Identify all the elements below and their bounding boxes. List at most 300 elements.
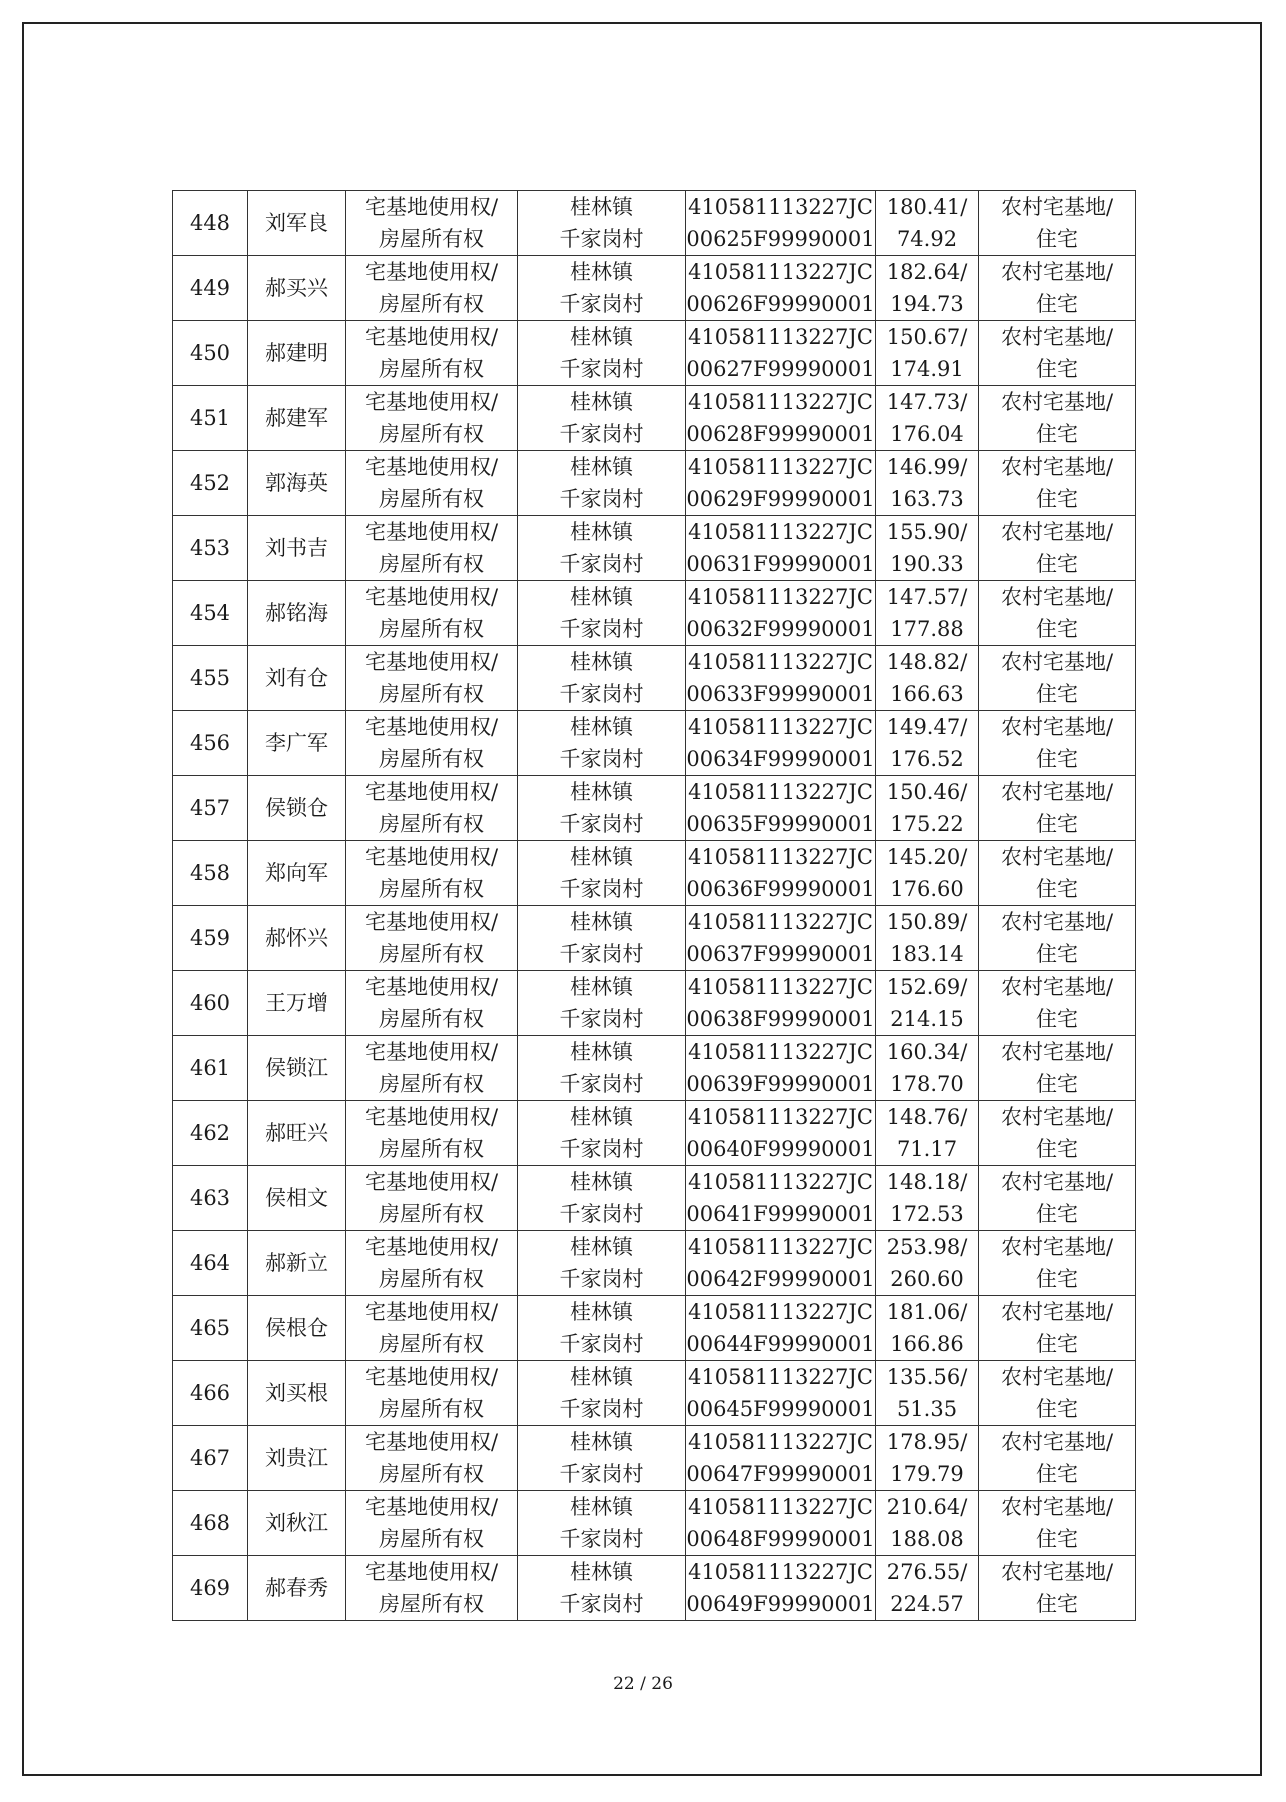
unit-code-line2: 00634F99990001 — [686, 747, 875, 771]
usage-line2: 住宅 — [1036, 357, 1078, 381]
unit-code-line1: 410581113227JC — [688, 1365, 873, 1389]
usage-line2: 住宅 — [1036, 1332, 1078, 1356]
cell-right-type — [346, 386, 518, 451]
unit-code-line2: 00647F99990001 — [686, 1462, 875, 1486]
cell-unit-code — [686, 386, 876, 451]
usage-line2: 住宅 — [1036, 1462, 1078, 1486]
usage-line2: 住宅 — [1036, 812, 1078, 836]
location-village: 千家岗村 — [559, 1462, 644, 1486]
cell-right-type — [346, 321, 518, 386]
cell-location — [518, 191, 686, 256]
right-type-line1: 宅基地使用权/ — [364, 715, 499, 739]
cell-owner-name: 李广军 — [248, 711, 346, 776]
usage-line1: 农村宅基地/ — [1000, 845, 1114, 869]
cell-area — [876, 581, 979, 646]
location-village: 千家岗村 — [559, 292, 644, 316]
cell-owner-name: 侯根仓 — [248, 1296, 346, 1361]
unit-code-line1: 410581113227JC — [688, 585, 873, 609]
unit-code-line1: 410581113227JC — [688, 1495, 873, 1519]
cell-right-type — [346, 516, 518, 581]
area-line1: 253.98/ — [886, 1235, 968, 1259]
cell-location — [518, 841, 686, 906]
right-type-line1: 宅基地使用权/ — [364, 1430, 499, 1454]
cell-serial-number: 448 — [173, 191, 248, 256]
cell-area — [876, 256, 979, 321]
area-line2: 177.88 — [890, 617, 964, 641]
cell-location — [518, 1231, 686, 1296]
table-row — [173, 581, 1136, 646]
cell-serial-number: 466 — [173, 1361, 248, 1426]
cell-owner-name: 郝建军 — [248, 386, 346, 451]
location-village: 千家岗村 — [559, 747, 644, 771]
area-line1: 147.57/ — [886, 585, 968, 609]
area-line2: 224.57 — [890, 1592, 964, 1616]
cell-unit-code — [686, 516, 876, 581]
unit-code-line1: 410581113227JC — [688, 325, 873, 349]
right-type-line2: 房屋所有权 — [379, 747, 484, 771]
unit-code-line1: 410581113227JC — [688, 520, 873, 544]
cell-owner-name: 郝旺兴 — [248, 1101, 346, 1166]
cell-usage — [979, 1231, 1136, 1296]
cell-area — [876, 971, 979, 1036]
cell-serial-number: 452 — [173, 451, 248, 516]
table-row — [173, 256, 1136, 321]
cell-usage — [979, 516, 1136, 581]
unit-code-line2: 00633F99990001 — [686, 682, 875, 706]
cell-usage — [979, 1036, 1136, 1101]
location-village: 千家岗村 — [559, 1592, 644, 1616]
area-line2: 71.17 — [896, 1137, 958, 1161]
cell-usage — [979, 776, 1136, 841]
location-town: 桂林镇 — [570, 520, 633, 544]
cell-usage — [979, 256, 1136, 321]
cell-unit-code — [686, 451, 876, 516]
cell-usage — [979, 1491, 1136, 1556]
table-row — [173, 321, 1136, 386]
cell-unit-code — [686, 1556, 876, 1621]
cell-area — [876, 1296, 979, 1361]
cell-area — [876, 451, 979, 516]
cell-serial-number: 455 — [173, 646, 248, 711]
right-type-line2: 房屋所有权 — [379, 1202, 484, 1226]
cell-serial-number: 460 — [173, 971, 248, 1036]
usage-line2: 住宅 — [1036, 552, 1078, 576]
cell-unit-code — [686, 256, 876, 321]
cell-serial-number: 458 — [173, 841, 248, 906]
location-town: 桂林镇 — [570, 1560, 633, 1584]
usage-line1: 农村宅基地/ — [1000, 195, 1114, 219]
usage-line1: 农村宅基地/ — [1000, 390, 1114, 414]
cell-usage — [979, 1361, 1136, 1426]
table-row — [173, 841, 1136, 906]
cell-right-type — [346, 971, 518, 1036]
right-type-line1: 宅基地使用权/ — [364, 1560, 499, 1584]
cell-location — [518, 516, 686, 581]
area-line2: 260.60 — [890, 1267, 964, 1291]
unit-code-line1: 410581113227JC — [688, 975, 873, 999]
cell-unit-code — [686, 321, 876, 386]
table-row — [173, 776, 1136, 841]
unit-code-line2: 00632F99990001 — [686, 617, 875, 641]
table-row — [173, 451, 1136, 516]
area-line1: 210.64/ — [886, 1495, 968, 1519]
area-line1: 182.64/ — [886, 260, 968, 284]
cell-serial-number: 449 — [173, 256, 248, 321]
table-row — [173, 1426, 1136, 1491]
cell-unit-code — [686, 1426, 876, 1491]
unit-code-line1: 410581113227JC — [688, 1430, 873, 1454]
cell-area — [876, 1361, 979, 1426]
area-line2: 190.33 — [890, 552, 964, 576]
usage-line1: 农村宅基地/ — [1000, 1560, 1114, 1584]
location-village: 千家岗村 — [559, 1072, 644, 1096]
unit-code-line1: 410581113227JC — [688, 390, 873, 414]
area-line1: 150.89/ — [886, 910, 968, 934]
table-row — [173, 1036, 1136, 1101]
usage-line2: 住宅 — [1036, 617, 1078, 641]
location-town: 桂林镇 — [570, 1235, 633, 1259]
usage-line1: 农村宅基地/ — [1000, 1040, 1114, 1064]
cell-location — [518, 646, 686, 711]
cell-usage — [979, 1296, 1136, 1361]
usage-line1: 农村宅基地/ — [1000, 520, 1114, 544]
usage-line2: 住宅 — [1036, 1592, 1078, 1616]
table-row — [173, 1296, 1136, 1361]
location-town: 桂林镇 — [570, 325, 633, 349]
location-village: 千家岗村 — [559, 487, 644, 511]
cell-area — [876, 906, 979, 971]
cell-area — [876, 1036, 979, 1101]
cell-location — [518, 971, 686, 1036]
right-type-line1: 宅基地使用权/ — [364, 1300, 499, 1324]
cell-owner-name: 刘秋江 — [248, 1491, 346, 1556]
location-town: 桂林镇 — [570, 455, 633, 479]
cell-area — [876, 1231, 979, 1296]
cell-unit-code — [686, 581, 876, 646]
cell-area — [876, 191, 979, 256]
usage-line1: 农村宅基地/ — [1000, 1170, 1114, 1194]
unit-code-line2: 00625F99990001 — [686, 227, 875, 251]
usage-line2: 住宅 — [1036, 682, 1078, 706]
area-line2: 166.63 — [890, 682, 964, 706]
right-type-line2: 房屋所有权 — [379, 1267, 484, 1291]
usage-line2: 住宅 — [1036, 292, 1078, 316]
cell-unit-code — [686, 1361, 876, 1426]
cell-serial-number: 457 — [173, 776, 248, 841]
area-line1: 146.99/ — [886, 455, 968, 479]
cell-unit-code — [686, 1166, 876, 1231]
unit-code-line2: 00645F99990001 — [686, 1397, 875, 1421]
area-line2: 174.91 — [890, 357, 964, 381]
usage-line2: 住宅 — [1036, 1137, 1078, 1161]
cell-serial-number: 450 — [173, 321, 248, 386]
usage-line2: 住宅 — [1036, 227, 1078, 251]
unit-code-line1: 410581113227JC — [688, 455, 873, 479]
location-town: 桂林镇 — [570, 650, 633, 674]
right-type-line2: 房屋所有权 — [379, 227, 484, 251]
cell-usage — [979, 321, 1136, 386]
table-row — [173, 1491, 1136, 1556]
cell-right-type — [346, 1231, 518, 1296]
unit-code-line1: 410581113227JC — [688, 1235, 873, 1259]
cell-serial-number: 451 — [173, 386, 248, 451]
right-type-line2: 房屋所有权 — [379, 552, 484, 576]
area-line1: 148.82/ — [886, 650, 968, 674]
location-town: 桂林镇 — [570, 975, 633, 999]
cell-unit-code — [686, 1036, 876, 1101]
cell-location — [518, 386, 686, 451]
right-type-line2: 房屋所有权 — [379, 812, 484, 836]
usage-line1: 农村宅基地/ — [1000, 1430, 1114, 1454]
cell-owner-name: 侯相文 — [248, 1166, 346, 1231]
right-type-line1: 宅基地使用权/ — [364, 1365, 499, 1389]
usage-line1: 农村宅基地/ — [1000, 650, 1114, 674]
table-row — [173, 646, 1136, 711]
cell-unit-code — [686, 906, 876, 971]
cell-serial-number: 454 — [173, 581, 248, 646]
usage-line2: 住宅 — [1036, 1397, 1078, 1421]
cell-owner-name: 侯锁仓 — [248, 776, 346, 841]
usage-line2: 住宅 — [1036, 747, 1078, 771]
right-type-line2: 房屋所有权 — [379, 617, 484, 641]
location-village: 千家岗村 — [559, 1332, 644, 1356]
cell-area — [876, 776, 979, 841]
cell-right-type — [346, 1036, 518, 1101]
area-line2: 176.52 — [890, 747, 964, 771]
location-village: 千家岗村 — [559, 1397, 644, 1421]
cell-location — [518, 1296, 686, 1361]
right-type-line1: 宅基地使用权/ — [364, 780, 499, 804]
right-type-line2: 房屋所有权 — [379, 1462, 484, 1486]
cell-right-type — [346, 191, 518, 256]
right-type-line2: 房屋所有权 — [379, 1527, 484, 1551]
usage-line1: 农村宅基地/ — [1000, 455, 1114, 479]
table-row — [173, 1231, 1136, 1296]
usage-line1: 农村宅基地/ — [1000, 1300, 1114, 1324]
unit-code-line2: 00639F99990001 — [686, 1072, 875, 1096]
table-row — [173, 1166, 1136, 1231]
area-line2: 176.60 — [890, 877, 964, 901]
cell-unit-code — [686, 711, 876, 776]
location-village: 千家岗村 — [559, 1527, 644, 1551]
unit-code-line1: 410581113227JC — [688, 260, 873, 284]
cell-location — [518, 1426, 686, 1491]
area-line1: 147.73/ — [886, 390, 968, 414]
unit-code-line2: 00648F99990001 — [686, 1527, 875, 1551]
unit-code-line1: 410581113227JC — [688, 1170, 873, 1194]
cell-location — [518, 451, 686, 516]
cell-right-type — [346, 451, 518, 516]
cell-unit-code — [686, 1491, 876, 1556]
right-type-line2: 房屋所有权 — [379, 1332, 484, 1356]
cell-right-type — [346, 906, 518, 971]
location-town: 桂林镇 — [570, 1105, 633, 1129]
cell-location — [518, 1101, 686, 1166]
area-line1: 145.20/ — [886, 845, 968, 869]
location-village: 千家岗村 — [559, 1137, 644, 1161]
cell-right-type — [346, 711, 518, 776]
usage-line1: 农村宅基地/ — [1000, 715, 1114, 739]
cell-usage — [979, 1556, 1136, 1621]
area-line2: 188.08 — [890, 1527, 964, 1551]
right-type-line1: 宅基地使用权/ — [364, 1495, 499, 1519]
cell-location — [518, 581, 686, 646]
location-village: 千家岗村 — [559, 357, 644, 381]
unit-code-line1: 410581113227JC — [688, 780, 873, 804]
right-type-line2: 房屋所有权 — [379, 1007, 484, 1031]
cell-usage — [979, 1166, 1136, 1231]
table-row — [173, 1101, 1136, 1166]
cell-location — [518, 776, 686, 841]
cell-location — [518, 1036, 686, 1101]
location-village: 千家岗村 — [559, 942, 644, 966]
location-village: 千家岗村 — [559, 812, 644, 836]
cell-usage — [979, 386, 1136, 451]
right-type-line2: 房屋所有权 — [379, 487, 484, 511]
cell-owner-name: 郝怀兴 — [248, 906, 346, 971]
table-row — [173, 1361, 1136, 1426]
cell-area — [876, 841, 979, 906]
cell-area — [876, 321, 979, 386]
unit-code-line2: 00638F99990001 — [686, 1007, 875, 1031]
cell-owner-name: 郝铭海 — [248, 581, 346, 646]
area-line1: 149.47/ — [886, 715, 968, 739]
right-type-line1: 宅基地使用权/ — [364, 910, 499, 934]
cell-usage — [979, 711, 1136, 776]
unit-code-line1: 410581113227JC — [688, 715, 873, 739]
location-town: 桂林镇 — [570, 845, 633, 869]
location-village: 千家岗村 — [559, 877, 644, 901]
unit-code-line2: 00649F99990001 — [686, 1592, 875, 1616]
area-line1: 148.76/ — [886, 1105, 968, 1129]
cell-right-type — [346, 1361, 518, 1426]
area-line2: 172.53 — [890, 1202, 964, 1226]
right-type-line1: 宅基地使用权/ — [364, 585, 499, 609]
table-row — [173, 1556, 1136, 1621]
location-village: 千家岗村 — [559, 552, 644, 576]
unit-code-line2: 00631F99990001 — [686, 552, 875, 576]
table-row — [173, 971, 1136, 1036]
unit-code-line1: 410581113227JC — [688, 650, 873, 674]
usage-line2: 住宅 — [1036, 1202, 1078, 1226]
right-type-line2: 房屋所有权 — [379, 682, 484, 706]
unit-code-line1: 410581113227JC — [688, 1105, 873, 1129]
cell-location — [518, 1556, 686, 1621]
table-body — [173, 191, 1136, 1621]
unit-code-line1: 410581113227JC — [688, 1560, 873, 1584]
usage-line1: 农村宅基地/ — [1000, 975, 1114, 999]
location-village: 千家岗村 — [559, 422, 644, 446]
cell-unit-code — [686, 1296, 876, 1361]
area-line2: 214.15 — [890, 1007, 964, 1031]
usage-line1: 农村宅基地/ — [1000, 585, 1114, 609]
area-line1: 135.56/ — [886, 1365, 968, 1389]
table-row — [173, 386, 1136, 451]
cell-unit-code — [686, 1101, 876, 1166]
right-type-line1: 宅基地使用权/ — [364, 1235, 499, 1259]
right-type-line1: 宅基地使用权/ — [364, 1105, 499, 1129]
cell-right-type — [346, 1166, 518, 1231]
cell-location — [518, 1361, 686, 1426]
cell-right-type — [346, 1296, 518, 1361]
area-line1: 178.95/ — [886, 1430, 968, 1454]
area-line2: 183.14 — [890, 942, 964, 966]
cell-unit-code — [686, 841, 876, 906]
cell-owner-name: 刘买根 — [248, 1361, 346, 1426]
cell-owner-name: 侯锁江 — [248, 1036, 346, 1101]
area-line2: 74.92 — [896, 227, 958, 251]
cell-serial-number: 468 — [173, 1491, 248, 1556]
area-line1: 276.55/ — [886, 1560, 968, 1584]
area-line1: 180.41/ — [886, 195, 968, 219]
usage-line1: 农村宅基地/ — [1000, 910, 1114, 934]
right-type-line2: 房屋所有权 — [379, 357, 484, 381]
area-line1: 160.34/ — [886, 1040, 968, 1064]
cell-usage — [979, 841, 1136, 906]
cell-owner-name: 郝新立 — [248, 1231, 346, 1296]
usage-line1: 农村宅基地/ — [1000, 1495, 1114, 1519]
unit-code-line2: 00640F99990001 — [686, 1137, 875, 1161]
area-line1: 181.06/ — [886, 1300, 968, 1324]
cell-location — [518, 1166, 686, 1231]
table-row — [173, 711, 1136, 776]
right-type-line1: 宅基地使用权/ — [364, 520, 499, 544]
right-type-line1: 宅基地使用权/ — [364, 195, 499, 219]
cell-right-type — [346, 1101, 518, 1166]
cell-area — [876, 711, 979, 776]
usage-line1: 农村宅基地/ — [1000, 1235, 1114, 1259]
cell-right-type — [346, 581, 518, 646]
cell-area — [876, 1101, 979, 1166]
usage-line2: 住宅 — [1036, 1267, 1078, 1291]
usage-line1: 农村宅基地/ — [1000, 260, 1114, 284]
location-village: 千家岗村 — [559, 682, 644, 706]
usage-line2: 住宅 — [1036, 487, 1078, 511]
cell-unit-code — [686, 971, 876, 1036]
cell-area — [876, 1491, 979, 1556]
area-line1: 150.46/ — [886, 780, 968, 804]
right-type-line1: 宅基地使用权/ — [364, 1040, 499, 1064]
unit-code-line1: 410581113227JC — [688, 910, 873, 934]
right-type-line1: 宅基地使用权/ — [364, 390, 499, 414]
cell-usage — [979, 646, 1136, 711]
location-town: 桂林镇 — [570, 780, 633, 804]
right-type-line2: 房屋所有权 — [379, 1137, 484, 1161]
cell-area — [876, 516, 979, 581]
right-type-line1: 宅基地使用权/ — [364, 845, 499, 869]
unit-code-line2: 00629F99990001 — [686, 487, 875, 511]
cell-area — [876, 1556, 979, 1621]
unit-code-line2: 00642F99990001 — [686, 1267, 875, 1291]
cell-usage — [979, 1101, 1136, 1166]
area-line1: 148.18/ — [886, 1170, 968, 1194]
cell-owner-name: 郝春秀 — [248, 1556, 346, 1621]
usage-line1: 农村宅基地/ — [1000, 780, 1114, 804]
cell-usage — [979, 1426, 1136, 1491]
unit-code-line2: 00641F99990001 — [686, 1202, 875, 1226]
cell-unit-code — [686, 776, 876, 841]
cell-location — [518, 256, 686, 321]
location-town: 桂林镇 — [570, 390, 633, 414]
location-town: 桂林镇 — [570, 1040, 633, 1064]
unit-code-line1: 410581113227JC — [688, 1300, 873, 1324]
right-type-line2: 房屋所有权 — [379, 877, 484, 901]
table-row — [173, 516, 1136, 581]
area-line2: 163.73 — [890, 487, 964, 511]
cell-serial-number: 465 — [173, 1296, 248, 1361]
cell-owner-name: 刘贵江 — [248, 1426, 346, 1491]
right-type-line1: 宅基地使用权/ — [364, 650, 499, 674]
